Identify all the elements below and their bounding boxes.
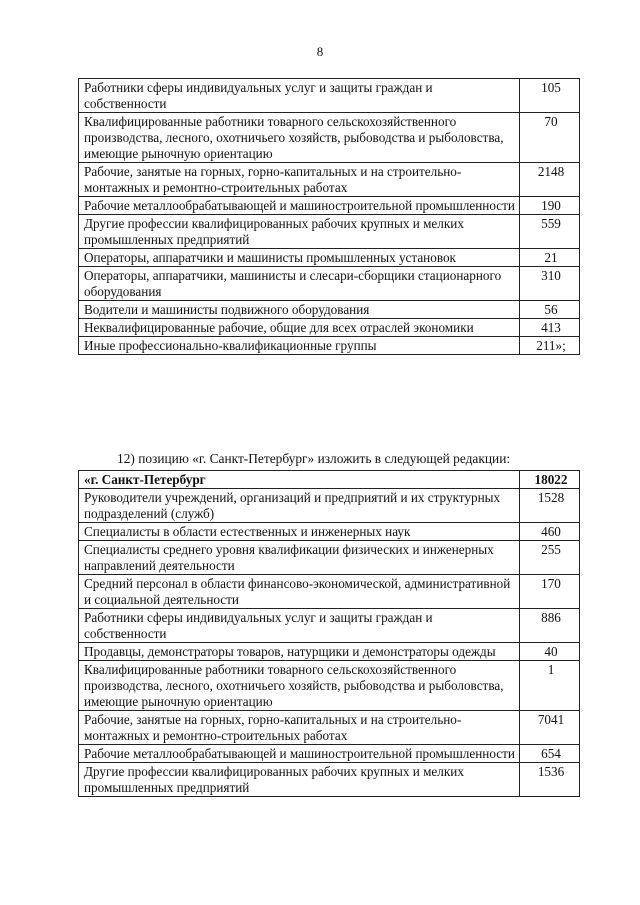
row-label: Квалифицированные работники товарного сельскохозяйственного производства, лесного, охотничьего хозяйств, рыбоводства и рыболовства, имеющие рыночную ориентацию: [79, 661, 520, 711]
table-row: [79, 301, 580, 319]
table-row: [79, 745, 580, 763]
amendment-intro-text: 12) позицию «г. Санкт-Петербург» изложить в следующей редакции:: [117, 451, 511, 466]
row-value: 559: [520, 215, 580, 249]
table-row: [79, 541, 580, 575]
row-value: 460: [520, 523, 580, 541]
row-value: 170: [520, 575, 580, 609]
table-row: [79, 523, 580, 541]
table-row: [79, 79, 580, 113]
row-label: Рабочие, занятые на горных, горно-капитальных и на строительно-монтажных и ремонтно-строительных работах: [79, 711, 520, 745]
page-number: 8: [316, 44, 324, 59]
row-label: Водители и машинисты подвижного оборудования: [79, 301, 520, 319]
row-value: 255: [520, 541, 580, 575]
table-row: [79, 197, 580, 215]
table-row: [79, 337, 580, 355]
table-row: [79, 609, 580, 643]
table-row: [79, 113, 580, 163]
region-total: 18022: [520, 471, 580, 489]
row-label: Специалисты среднего уровня квалификации физических и инженерных направлений деятельности: [79, 541, 520, 575]
row-label: Рабочие металлообрабатывающей и машиностроительной промышленности: [79, 745, 520, 763]
row-value: 70: [520, 113, 580, 163]
table-row: [79, 711, 580, 745]
row-label: Рабочие, занятые на горных, горно-капитальных и на строительно-монтажных и ремонтно-строительных работах: [79, 163, 520, 197]
row-label: Неквалифицированные рабочие, общие для всех отраслей экономики: [79, 319, 520, 337]
row-value: 2148: [520, 163, 580, 197]
row-value: 105: [520, 79, 580, 113]
row-label: Средний персонал в области финансово-экономической, административной и социальной деятельности: [79, 575, 520, 609]
table-row: [79, 575, 580, 609]
table-row: [79, 763, 580, 797]
table-row: [79, 267, 580, 301]
table-row: [79, 215, 580, 249]
row-label: Другие профессии квалифицированных рабочих крупных и мелких промышленных предприятий: [79, 215, 520, 249]
row-value: 310: [520, 267, 580, 301]
row-label: Работники сферы индивидуальных услуг и защиты граждан и собственности: [79, 79, 520, 113]
occupation-table-continued: [78, 78, 580, 355]
table-row: [79, 319, 580, 337]
row-label: Другие профессии квалифицированных рабочих крупных и мелких промышленных предприятий: [79, 763, 520, 797]
row-label: Работники сферы индивидуальных услуг и защиты граждан и собственности: [79, 609, 520, 643]
saint-petersburg-table: [78, 470, 580, 797]
table-row: [79, 489, 580, 523]
row-label: Специалисты в области естественных и инженерных наук: [79, 523, 520, 541]
row-value: 21: [520, 249, 580, 267]
row-value: 190: [520, 197, 580, 215]
row-value: 654: [520, 745, 580, 763]
table-row: [79, 249, 580, 267]
row-value: 1: [520, 661, 580, 711]
table-row: [79, 163, 580, 197]
row-label: Операторы, аппаратчики, машинисты и слесари-сборщики стационарного оборудования: [79, 267, 520, 301]
row-value: 211»;: [520, 337, 580, 355]
row-value: 1528: [520, 489, 580, 523]
row-value: 886: [520, 609, 580, 643]
row-label: Продавцы, демонстраторы товаров, натурщики и демонстраторы одежды: [79, 643, 520, 661]
row-value: 7041: [520, 711, 580, 745]
table-row: [79, 661, 580, 711]
row-value: 413: [520, 319, 580, 337]
row-label: Иные профессионально-квалификационные группы: [79, 337, 520, 355]
row-label: Квалифицированные работники товарного сельскохозяйственного производства, лесного, охотничьего хозяйств, рыбоводства и рыболовства, имеющие рыночную ориентацию: [79, 113, 520, 163]
region-name: «г. Санкт-Петербург: [79, 471, 520, 489]
row-value: 56: [520, 301, 580, 319]
table-header-row: [79, 471, 580, 489]
row-value: 40: [520, 643, 580, 661]
row-label: Рабочие металлообрабатывающей и машиностроительной промышленности: [79, 197, 520, 215]
row-value: 1536: [520, 763, 580, 797]
table-row: [79, 643, 580, 661]
row-label: Операторы, аппаратчики и машинисты промышленных установок: [79, 249, 520, 267]
row-label: Руководители учреждений, организаций и предприятий и их структурных подразделений (служб): [79, 489, 520, 523]
